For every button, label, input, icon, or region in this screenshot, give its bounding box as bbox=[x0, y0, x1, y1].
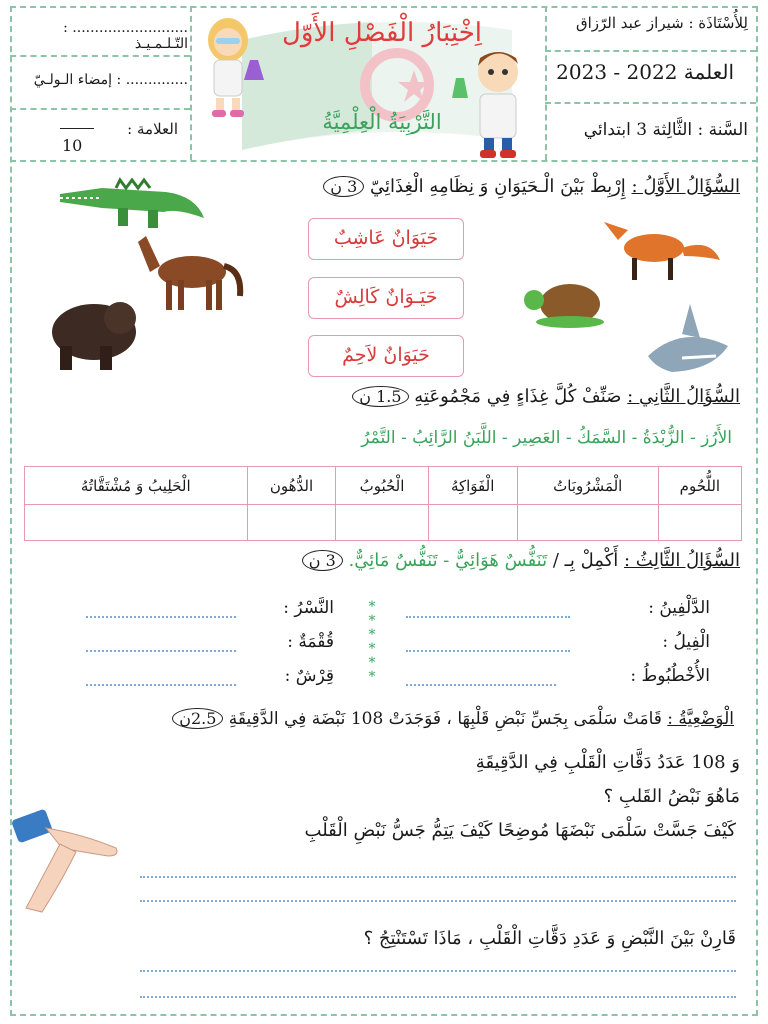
girl-scientist-illustration bbox=[192, 10, 272, 122]
star-2: * bbox=[368, 613, 376, 629]
q3-points: 3 ن bbox=[302, 550, 343, 571]
q1-option-omnivore[interactable]: حَيَـوَانٌ كَالِشٌ bbox=[308, 277, 464, 319]
q1-points: 3 ن bbox=[323, 176, 364, 197]
situation-line-1 bbox=[14, 708, 734, 729]
q3-star-divider bbox=[366, 600, 378, 684]
fox-illustration bbox=[598, 208, 722, 284]
star-4: * bbox=[368, 641, 376, 657]
q3-right-item-2: الْفِيلُ : bbox=[662, 632, 710, 652]
q3-left-item-3: قِرْشٌ : bbox=[284, 666, 334, 686]
situation-title: الْوَضْعِيَّةُ : bbox=[667, 709, 734, 729]
pulse-check-hand-illustration bbox=[12, 808, 124, 918]
guardian-signature-field[interactable]: .............. : إمضاء الـولـيّ bbox=[33, 72, 188, 88]
q3-right-item-1: الدَّلْفِينُ : bbox=[648, 598, 710, 618]
q3-line bbox=[100, 550, 740, 571]
q3-title: السُّؤَالُ الثَّالِثُ : bbox=[624, 550, 740, 571]
q2-col-fats: الدُّهُون bbox=[247, 467, 336, 505]
q3-answer-line-5[interactable] bbox=[86, 650, 236, 652]
page-border-right bbox=[756, 6, 758, 1016]
bear-illustration bbox=[40, 290, 140, 374]
q2-answer-cell[interactable] bbox=[517, 505, 658, 541]
school-year: العلمة 2022 - 2023 bbox=[556, 60, 734, 84]
q3-answer-line-2[interactable] bbox=[406, 650, 570, 652]
q2-answer-cell[interactable] bbox=[25, 505, 248, 541]
q2-col-fruits: الْفَوَاكِهُ bbox=[428, 467, 517, 505]
q3-options: تَنَفُّسٌ هَوَائِيٌّ - تَنَفُّسٌ مَائِيٌّ. bbox=[348, 550, 548, 571]
q1-line bbox=[200, 176, 740, 197]
q2-food-list: الأَرُز - الزُّبْدَةُ - السَّمَكُ - العَصِير - اللَّبَنُ الرَّائِبُ - التَّمْرُ bbox=[361, 428, 732, 448]
shark-illustration bbox=[642, 300, 742, 386]
q3-answer-line-3[interactable] bbox=[406, 684, 556, 686]
q2-answer-cell[interactable] bbox=[658, 505, 741, 541]
q3-left-item-1: النَّسْرُ : bbox=[283, 598, 334, 618]
q2-points: 1.5 ن bbox=[352, 386, 408, 407]
subject-title: التَّرْبِيَةُ الْعِلْمِيَّةُ bbox=[322, 110, 442, 134]
mark-denominator: 10 bbox=[62, 136, 83, 155]
header-cell-line-2 bbox=[10, 108, 190, 110]
horse-illustration bbox=[130, 226, 248, 316]
turtle-illustration bbox=[520, 278, 610, 332]
situation-text-2: وَ 108 عَدَدُ دَقَّاتِ الْقَلْبِ فِي الدَّقِيقَةِ bbox=[475, 752, 740, 773]
situation-answer-line-4[interactable] bbox=[140, 996, 736, 998]
star-3: * bbox=[368, 627, 376, 643]
mark-label: العلامة : bbox=[127, 120, 178, 138]
star-6: * bbox=[368, 669, 376, 685]
boy-scientist-illustration bbox=[446, 42, 550, 162]
q3-answer-line-4[interactable] bbox=[86, 616, 236, 618]
q3-right-item-3: الأُخْطُبُوطُ : bbox=[630, 666, 710, 686]
q2-answer-cell[interactable] bbox=[247, 505, 336, 541]
q2-answer-cell[interactable] bbox=[336, 505, 428, 541]
q2-col-grains: الْحُبُوبُ bbox=[336, 467, 428, 505]
q1-option-carnivore[interactable]: حَيَوَانٌ لاَحِمٌ bbox=[308, 335, 464, 377]
situation-question-b: قَارِنْ بَيْنَ النَّبْضِ وَ عَدَدِ دَقَّاتِ الْقَلْبِ ، مَاذَا تَسْتَنْتِجُ ؟ bbox=[363, 928, 736, 949]
q2-line bbox=[200, 386, 740, 407]
situation-answer-line-1[interactable] bbox=[140, 876, 736, 878]
q2-answer-cell[interactable] bbox=[428, 505, 517, 541]
situation-question-a: كَيْفَ جَسَّتْ سَلْمَى نَبْضَهَا مُوضِحًا كَيْفَ يَتِمُّ جَسُّ نَبْضِ الْقَلْبِ bbox=[304, 820, 736, 841]
q1-instruction: إِرْبِطْ بَيْنَ الْـحَيَوَانِ وَ نِظَامِهِ الْغِذَائِيّ bbox=[370, 176, 626, 197]
page-border-bottom bbox=[10, 1014, 758, 1016]
q3-left-item-2: قُقْمَةٌ : bbox=[287, 632, 334, 652]
student-name-field[interactable]: .......................... : التّـلـمـيـذ bbox=[63, 20, 188, 52]
header-border-bottom bbox=[10, 160, 758, 162]
q2-col-meats: اللُّحُوم bbox=[658, 467, 741, 505]
situation-text-1: قَامَتْ سَلْمَى بِجَسِّ نَبْضِ قَلْبِهَا ، فَوَجَدَتْ 108 نَبْضَة فِي الدَّقِيقَةِ bbox=[228, 709, 662, 729]
header-cell-line-1 bbox=[10, 55, 190, 57]
header-cell-line-4 bbox=[545, 102, 756, 104]
situation-points: 2.5ن bbox=[172, 708, 223, 729]
q1-title: السُّؤَالُ الأَوَّلُ : bbox=[631, 176, 740, 197]
q3-instruction: أَكْمِلْ بِـ / bbox=[552, 550, 619, 571]
q2-title: السُّؤَالُ الثَّانِي : bbox=[627, 386, 740, 407]
star-1: * bbox=[368, 599, 376, 615]
q2-classification-table bbox=[24, 466, 742, 541]
situation-text-3: مَاهُوَ نَبْضُ القَلبِ ؟ bbox=[603, 786, 740, 807]
exam-title: اِخْتِبَارُ الْفَصْلِ الأَوّل bbox=[281, 18, 483, 48]
q2-col-drinks: الْمَشْرُوبَاتُ bbox=[517, 467, 658, 505]
q1-option-herbivore[interactable]: حَيَوَانٌ عَاشِبٌ bbox=[308, 218, 464, 260]
teacher-name: لِلأُسْتَاذَة : شيراز عبد الرّزاق bbox=[575, 14, 748, 32]
q3-answer-line-1[interactable] bbox=[406, 616, 570, 618]
header-cell-line-3 bbox=[545, 50, 756, 52]
q2-col-dairy: الْحَلِيبُ وَ مُشْتَقَّاتُهُ bbox=[25, 467, 248, 505]
q3-answer-line-6[interactable] bbox=[86, 684, 236, 686]
situation-answer-line-3[interactable] bbox=[140, 970, 736, 972]
star-5: * bbox=[368, 655, 376, 671]
mark-fraction-line bbox=[60, 128, 94, 129]
situation-answer-line-2[interactable] bbox=[140, 900, 736, 902]
grade-level: السَّنة : الثَّالِثة 3 ابتدائي bbox=[583, 120, 748, 140]
header-border-top bbox=[10, 6, 758, 8]
q2-instruction: صَنِّفْ كُلَّ غِذَاءٍ فِي مَجْمُوعَتِهِ bbox=[414, 386, 622, 407]
